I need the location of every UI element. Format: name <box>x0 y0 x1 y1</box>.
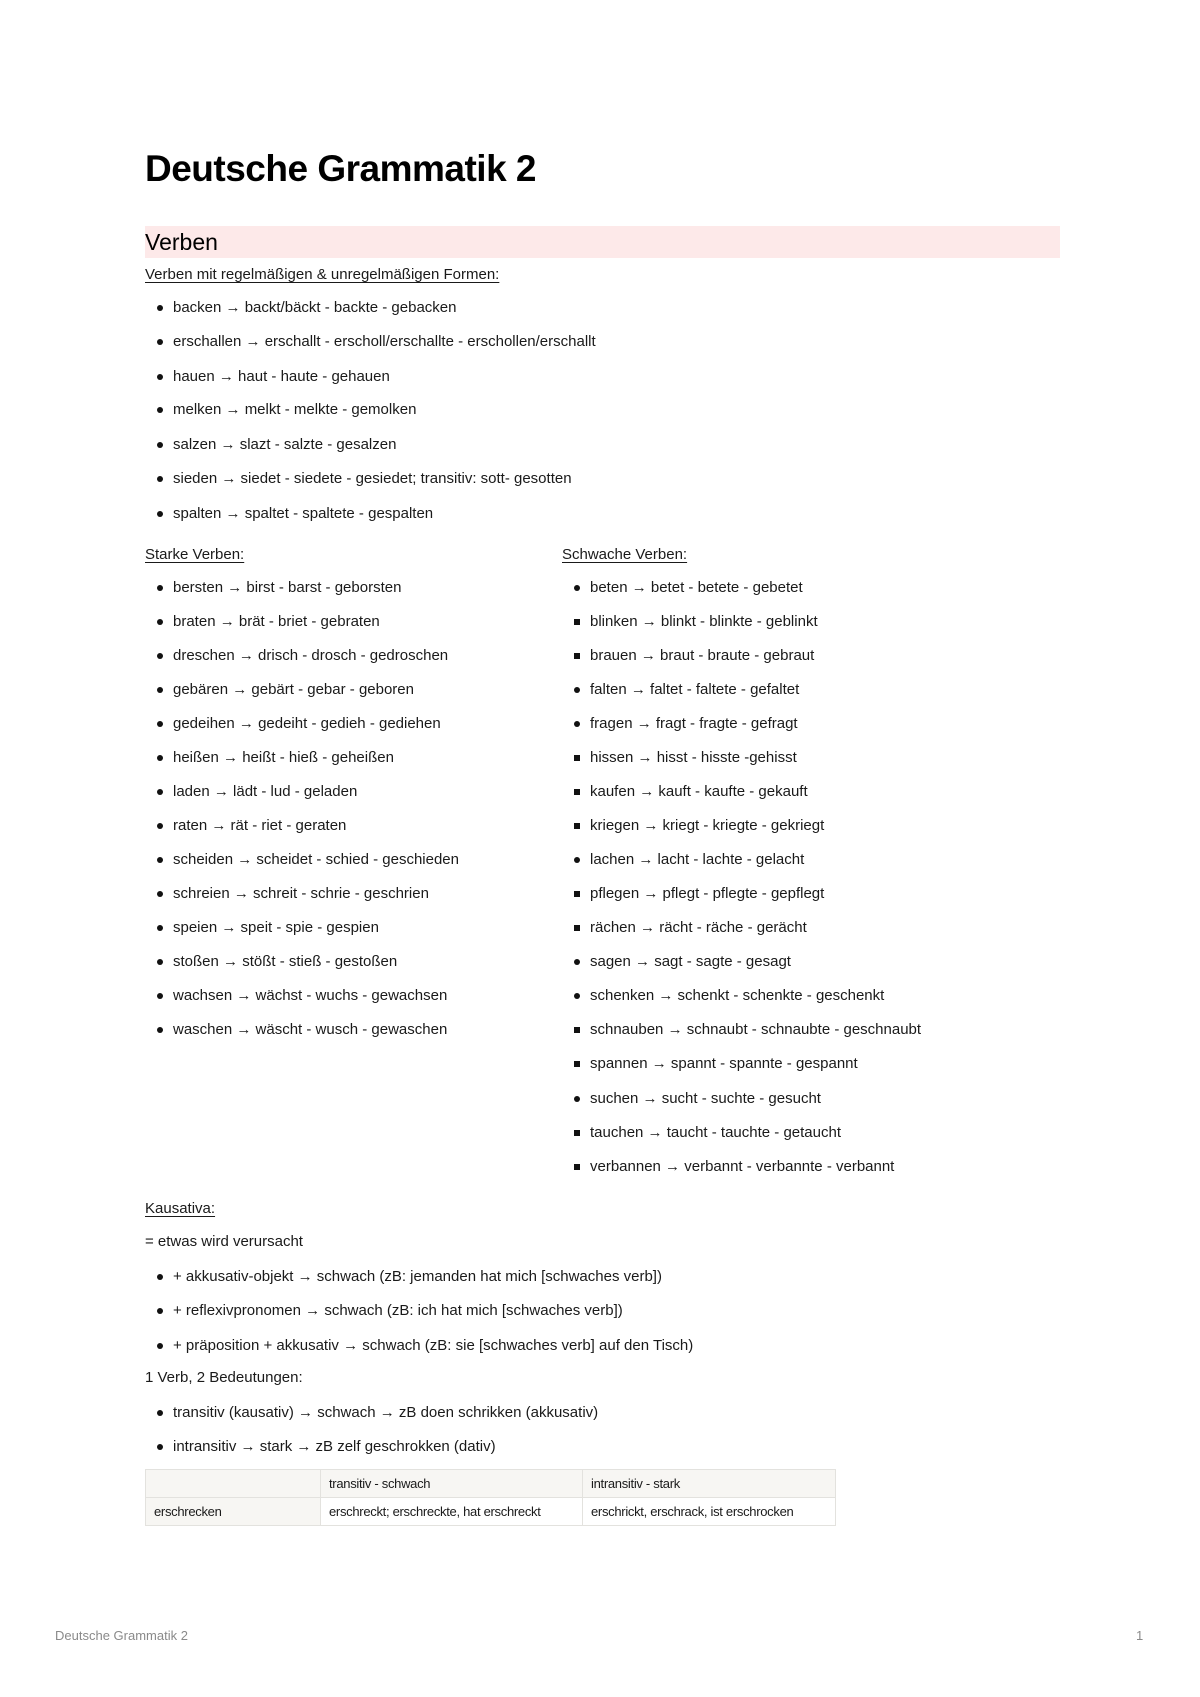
list-item: laden → lädt - lud - geladen <box>173 782 357 802</box>
table-cell: erschrickt, erschrack, ist erschrocken <box>583 1498 836 1526</box>
kausativa-definition: = etwas wird verursacht <box>145 1233 303 1250</box>
list-item: sieden → siedet - siedete - gesiedet; transitiv: sott- gesotten <box>173 469 572 489</box>
square-bullet-icon <box>574 755 580 761</box>
list-item: intransitiv → stark → zB zelf geschrokken (dativ) <box>173 1437 496 1457</box>
bullet-icon <box>157 339 163 345</box>
list-item: waschen → wäscht - wusch - gewaschen <box>173 1020 447 1040</box>
bullet-icon <box>157 585 163 591</box>
list-item: brauen → braut - braute - gebraut <box>590 646 814 666</box>
bullet-icon <box>574 857 580 863</box>
bullet-icon <box>157 511 163 517</box>
square-bullet-icon <box>574 891 580 897</box>
bullet-icon <box>157 891 163 897</box>
bullet-icon <box>157 925 163 931</box>
bullet-icon <box>574 721 580 727</box>
bullet-icon <box>157 721 163 727</box>
bullet-icon <box>157 653 163 659</box>
table-row-header-cell: erschrecken <box>146 1498 321 1526</box>
subheading-kausativa: Kausativa: <box>145 1200 216 1217</box>
list-item: kaufen → kauft - kaufte - gekauft <box>590 782 808 802</box>
list-item: rächen → rächt - räche - gerächt <box>590 918 807 938</box>
subheading-weak-verbs: Schwache Verben: <box>562 546 688 563</box>
list-item: gedeihen → gedeiht - gedieh - gediehen <box>173 714 441 734</box>
bullet-icon <box>157 823 163 829</box>
bullet-icon <box>157 407 163 413</box>
list-item: hauen → haut - haute - gehauen <box>173 367 390 387</box>
subheading-strong-verbs: Starke Verben: <box>145 546 245 563</box>
list-item: hissen → hisst - hisste -gehisst <box>590 748 797 768</box>
square-bullet-icon <box>574 619 580 625</box>
list-item: falten → faltet - faltete - gefaltet <box>590 680 799 700</box>
bullet-icon <box>157 1410 163 1416</box>
list-item: braten → brät - briet - gebraten <box>173 612 380 632</box>
list-item: bersten → birst - barst - geborsten <box>173 578 401 598</box>
list-item: verbannen → verbannt - verbannte - verbannt <box>590 1157 894 1177</box>
list-item: stoßen → stößt - stieß - gestoßen <box>173 952 397 972</box>
square-bullet-icon <box>574 823 580 829</box>
list-item: sagen → sagt - sagte - gesagt <box>590 952 791 972</box>
list-item: raten → rät - riet - geraten <box>173 816 346 836</box>
bullet-icon <box>157 959 163 965</box>
list-item: heißen → heißt - hieß - geheißen <box>173 748 394 768</box>
list-item: dreschen → drisch - drosch - gedroschen <box>173 646 448 666</box>
list-item: tauchen → taucht - tauchte - getaucht <box>590 1123 841 1143</box>
list-item: erschallen → erschallt - erscholl/erschallte - erschollen/erschallt <box>173 332 596 352</box>
verb-table <box>145 1469 836 1526</box>
list-item: + präposition + akkusativ → schwach (zB: sie [schwaches verb] auf den Tisch) <box>173 1336 693 1356</box>
table-header-cell: intransitiv - stark <box>583 1470 836 1498</box>
list-item: suchen → sucht - suchte - gesucht <box>590 1089 821 1109</box>
list-item: lachen → lacht - lachte - gelacht <box>590 850 804 870</box>
bullet-icon <box>574 585 580 591</box>
list-item: spalten → spaltet - spaltete - gespalten <box>173 504 433 524</box>
bullet-icon <box>574 993 580 999</box>
square-bullet-icon <box>574 789 580 795</box>
bullet-icon <box>157 305 163 311</box>
footer-page-number: 1 <box>1136 1628 1144 1643</box>
list-item: fragen → fragt - fragte - gefragt <box>590 714 798 734</box>
square-bullet-icon <box>574 1164 580 1170</box>
two-meanings-label: 1 Verb, 2 Bedeutungen: <box>145 1369 303 1386</box>
section-heading-verben <box>145 226 1060 258</box>
subheading-mixed-forms: Verben mit regelmäßigen & unregelmäßigen Formen: <box>145 266 500 283</box>
list-item: spannen → spannt - spannte - gespannt <box>590 1054 858 1074</box>
bullet-icon <box>157 755 163 761</box>
bullet-icon <box>157 1027 163 1033</box>
bullet-icon <box>157 374 163 380</box>
bullet-icon <box>574 687 580 693</box>
section-heading-text: Verben <box>145 229 218 255</box>
list-item: salzen → slazt - salzte - gesalzen <box>173 435 396 455</box>
bullet-icon <box>157 1274 163 1280</box>
square-bullet-icon <box>574 653 580 659</box>
table-cell: erschreckt; erschreckte, hat erschreckt <box>321 1498 583 1526</box>
bullet-icon <box>157 993 163 999</box>
list-item: schreien → schreit - schrie - geschrien <box>173 884 429 904</box>
square-bullet-icon <box>574 1061 580 1067</box>
list-item: pflegen → pflegt - pflegte - gepflegt <box>590 884 824 904</box>
table-header-cell: transitiv - schwach <box>321 1470 583 1498</box>
bullet-icon <box>157 857 163 863</box>
list-item: beten → betet - betete - gebetet <box>590 578 803 598</box>
list-item: schenken → schenkt - schenkte - geschenkt <box>590 986 884 1006</box>
list-item: scheiden → scheidet - schied - geschieden <box>173 850 459 870</box>
bullet-icon <box>157 619 163 625</box>
list-item: + reflexivpronomen → schwach (zB: ich hat mich [schwaches verb]) <box>173 1301 623 1321</box>
list-item: backen → backt/bäckt - backte - gebacken <box>173 298 456 318</box>
table-header-row <box>146 1470 836 1498</box>
list-item: melken → melkt - melkte - gemolken <box>173 400 416 420</box>
bullet-icon <box>157 442 163 448</box>
square-bullet-icon <box>574 925 580 931</box>
bullet-icon <box>157 1343 163 1349</box>
list-item: wachsen → wächst - wuchs - gewachsen <box>173 986 447 1006</box>
table-header-cell <box>146 1470 321 1498</box>
square-bullet-icon <box>574 1130 580 1136</box>
bullet-icon <box>157 1308 163 1314</box>
bullet-icon <box>157 687 163 693</box>
bullet-icon <box>574 959 580 965</box>
list-item: schnauben → schnaubt - schnaubte - geschnaubt <box>590 1020 921 1040</box>
bullet-icon <box>157 476 163 482</box>
bullet-icon <box>157 789 163 795</box>
footer-title: Deutsche Grammatik 2 <box>55 1628 188 1643</box>
list-item: blinken → blinkt - blinkte - geblinkt <box>590 612 818 632</box>
bullet-icon <box>574 1096 580 1102</box>
bullet-icon <box>157 1444 163 1450</box>
list-item: kriegen → kriegt - kriegte - gekriegt <box>590 816 824 836</box>
table-row <box>146 1498 836 1526</box>
list-item: + akkusativ-objekt → schwach (zB: jemanden hat mich [schwaches verb]) <box>173 1267 662 1287</box>
list-item: gebären → gebärt - gebar - geboren <box>173 680 414 700</box>
list-item: speien → speit - spie - gespien <box>173 918 379 938</box>
list-item: transitiv (kausativ) → schwach → zB doen schrikken (akkusativ) <box>173 1403 598 1423</box>
square-bullet-icon <box>574 1027 580 1033</box>
page-title: Deutsche Grammatik 2 <box>145 148 537 189</box>
